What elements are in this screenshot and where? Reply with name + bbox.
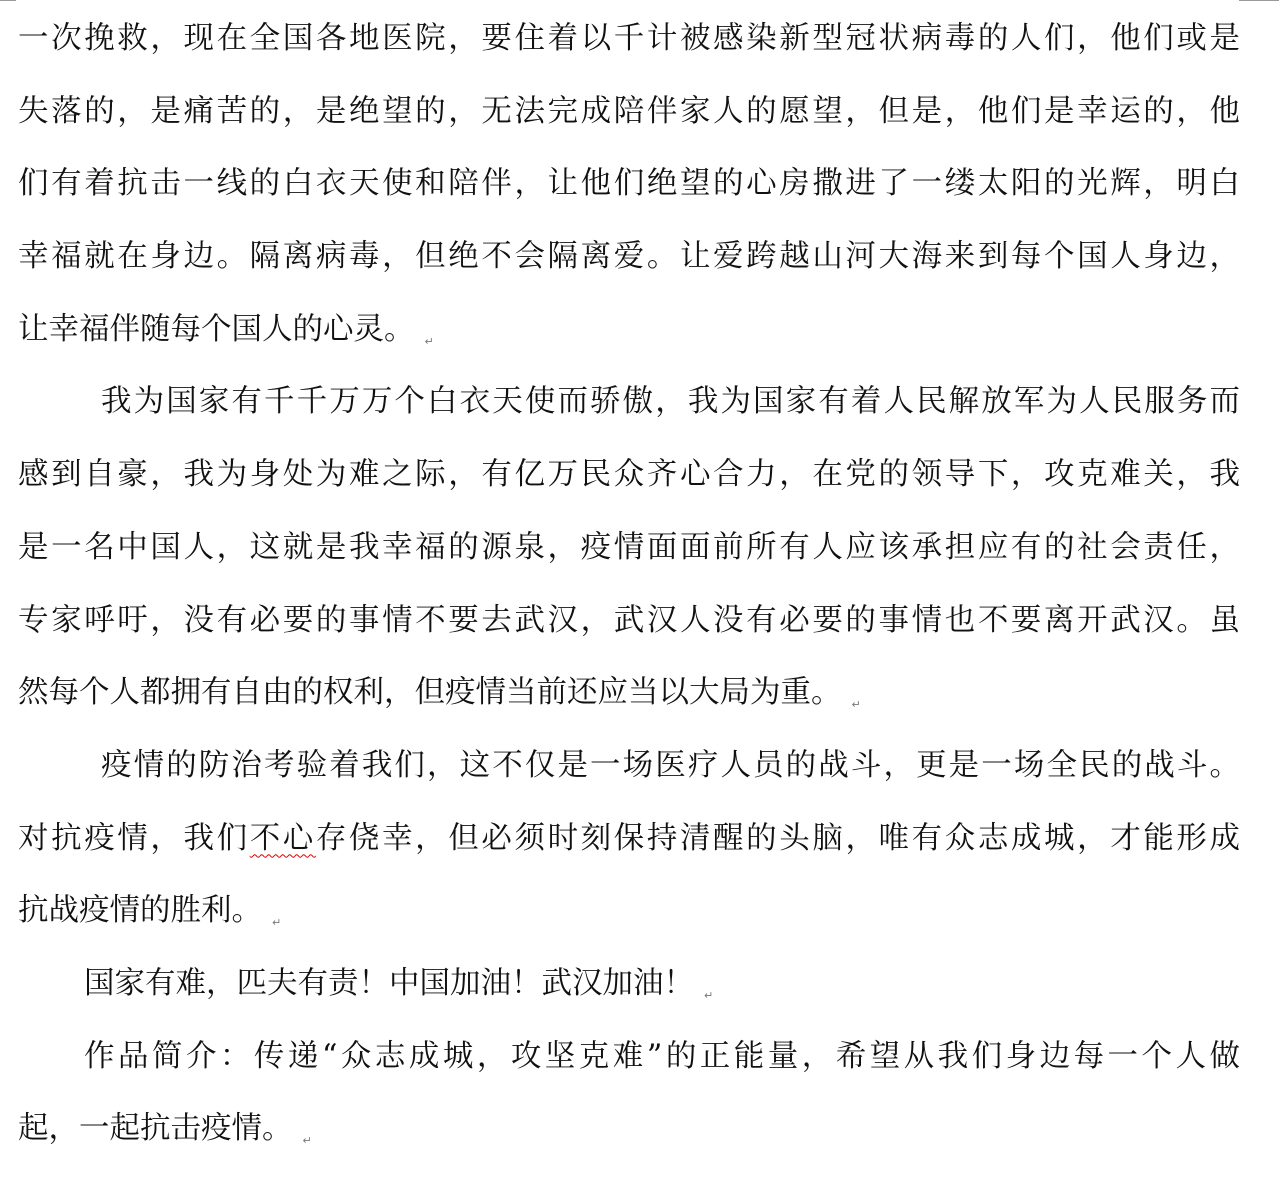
document-body[interactable] [18,3,1240,1166]
text-line: 专家呼吁，没有必要的事情不要去武汉，武汉人没有必要的事情也不要离开武汉。虽 [18,602,1240,638]
spell-check-flagged-text[interactable]: 不心 [249,820,316,856]
text-line-last [18,948,1240,1021]
paragraph-mark-icon: ↵ [851,698,861,712]
text-line-with-spell-error [18,803,1240,876]
text-line: 感到自豪，我为身处为难之际，有亿万民众齐心合力，在党的领导下，攻克难关，我 [18,457,1240,493]
text-line: 国家有难，匹夫有责！中国加油！武汉加油！ [84,965,694,1001]
paragraph-mark-icon: ↵ [272,916,282,930]
text-line-last [18,1093,1240,1166]
paragraph-mark-icon: ↵ [704,988,714,1002]
paragraph-mark-icon: ↵ [424,334,434,348]
text-line: 一次挽救，现在全国各地医院，要住着以千计被感染新型冠状病毒的人们，他们或是 [18,21,1240,56]
text-line: 们有着抗击一线的白衣天使和陪伴，让他们绝望的心房撒进了一缕太阳的光辉，明白 [18,166,1240,202]
text-line: 起，一起抗击疫情。 [18,1111,293,1147]
text-line: 让幸福伴随每个国人的心灵。 [18,311,415,347]
paragraph-4 [18,948,1240,1021]
text-line: 抗战疫情的胜利。 [18,893,262,929]
text-line: 失落的，是痛苦的，是绝望的，无法完成陪伴家人的愿望，但是，他们是幸运的，他 [18,93,1240,129]
text-line-last [18,875,1240,948]
text-segment: 存侥幸，但必须时刻保持清醒的头脑，唯有众志成城，才能形成 [315,820,1241,856]
paragraph-5 [18,1021,1240,1166]
paragraph-mark-icon: ↵ [302,1134,312,1148]
text-line-last [18,294,1240,367]
page-corner-mark-right [1239,0,1279,1]
text-segment: 对抗疫情，我们 [18,820,250,856]
text-line-last [18,657,1240,730]
text-line: 作品简介：传递“众志成城，攻坚克难”的正能量，希望从我们身边每一个人做 [84,1038,1240,1074]
text-line: 我为国家有千千万万个白衣天使而骄傲，我为国家有着人民解放军为人民服务而 [101,384,1240,420]
text-line: 疫情的防治考验着我们，这不仅是一场医疗人员的战斗，更是一场全民的战斗。 [101,747,1240,783]
paragraph-1 [18,3,1240,366]
text-line: 然每个人都拥有自由的权利，但疫情当前还应当以大局为重。 [18,675,842,711]
paragraph-3 [18,730,1240,948]
page-corner-mark-left [0,0,16,1]
paragraph-2 [18,366,1240,729]
text-line: 幸福就在身边。隔离病毒，但绝不会隔离爱。让爱跨越山河大海来到每个国人身边， [18,239,1240,275]
text-line: 是一名中国人，这就是我幸福的源泉，疫情面面前所有人应该承担应有的社会责任， [18,529,1240,565]
